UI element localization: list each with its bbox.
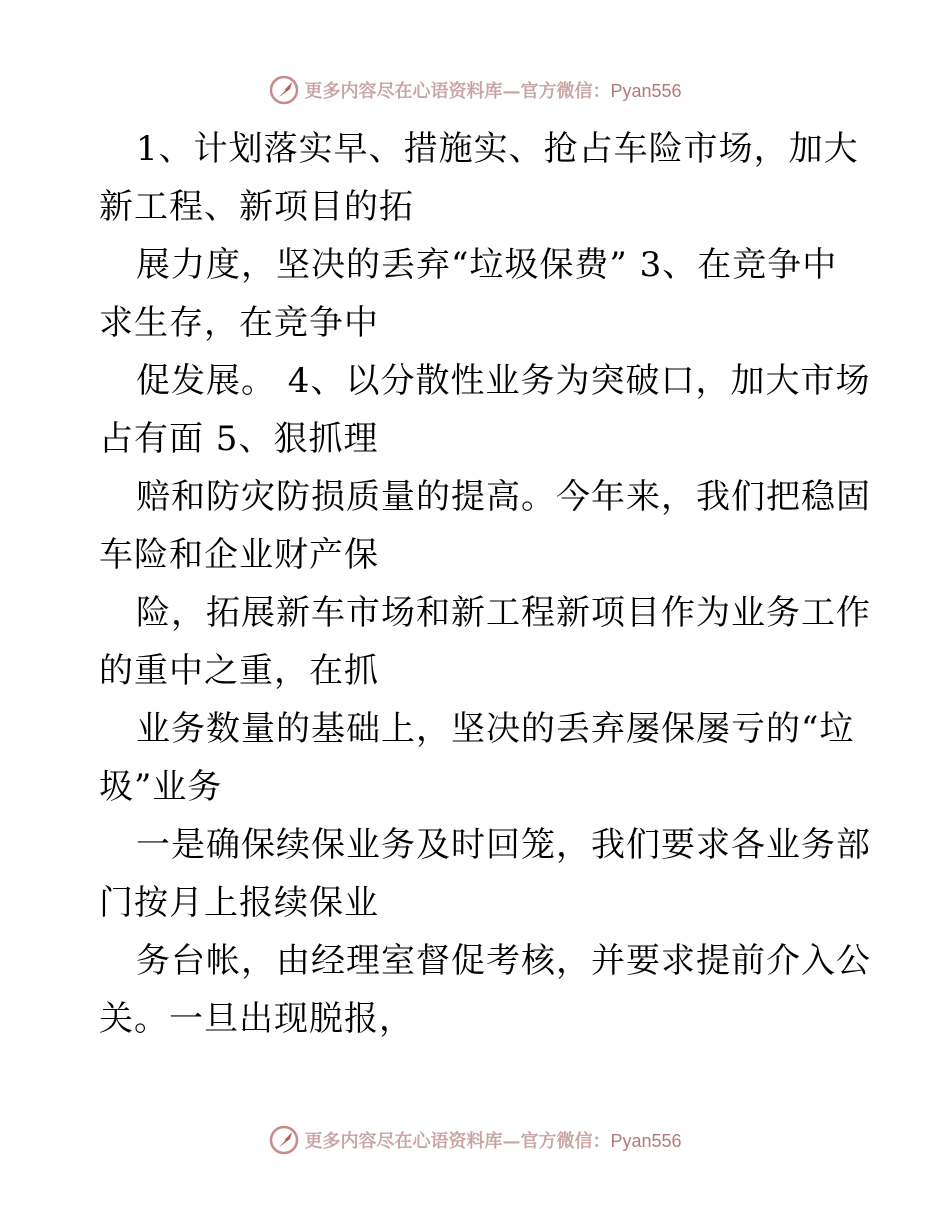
text-line: 赔和防灾防损质量的提高。今年来，我们把稳固 [136,477,871,517]
text-line: 务台帐，由经理室督促考核，并要求提前介入公 [136,941,871,981]
text-line: 求生存，在竞争中 [99,303,379,343]
footer-watermark [0,1120,950,1160]
text-line: 展力度，坚决的丢弃“垃圾保费” 3、在竞争中 [136,245,838,285]
watermark-brand: 更多内容尽在心语资料库—官方微信： [304,81,611,102]
text-line: 1、计划落实早、措施实、抢占车险市场，加大 [136,129,859,169]
watermark-brand: 更多内容尽在心语资料库—官方微信： [304,1131,611,1152]
text-line: 车险和企业财产保 [99,535,379,575]
watermark-wechat-id: Pyan556 [610,1131,682,1151]
text-line: 促发展。 4、以分散性业务为突破口，加大市场 [136,361,871,401]
header-watermark [0,70,950,110]
text-line: 一是确保续保业务及时回笼，我们要求各业务部 [136,825,871,865]
text-line: 关。一旦出现脱报， [99,999,414,1039]
text-line: 的重中之重，在抓 [99,651,379,691]
text-line: 占有面 5、狠抓理 [99,419,379,459]
text-line: 业务数量的基础上，坚决的丢弃屡保屡亏的“垃 [136,709,855,749]
watermark-wechat-id: Pyan556 [610,81,682,101]
text-line: 新工程、新项目的拓 [99,187,414,227]
text-line: 圾”业务 [99,767,223,807]
text-line: 险，拓展新车市场和新工程新项目作为业务工作 [136,593,871,633]
text-line: 门按月上报续保业 [99,883,379,923]
document-body [99,120,871,1048]
watermark-text [304,1127,681,1153]
watermark-text [304,77,681,103]
quill-pen-logo-icon [268,1124,300,1156]
quill-pen-logo-icon [268,74,300,106]
